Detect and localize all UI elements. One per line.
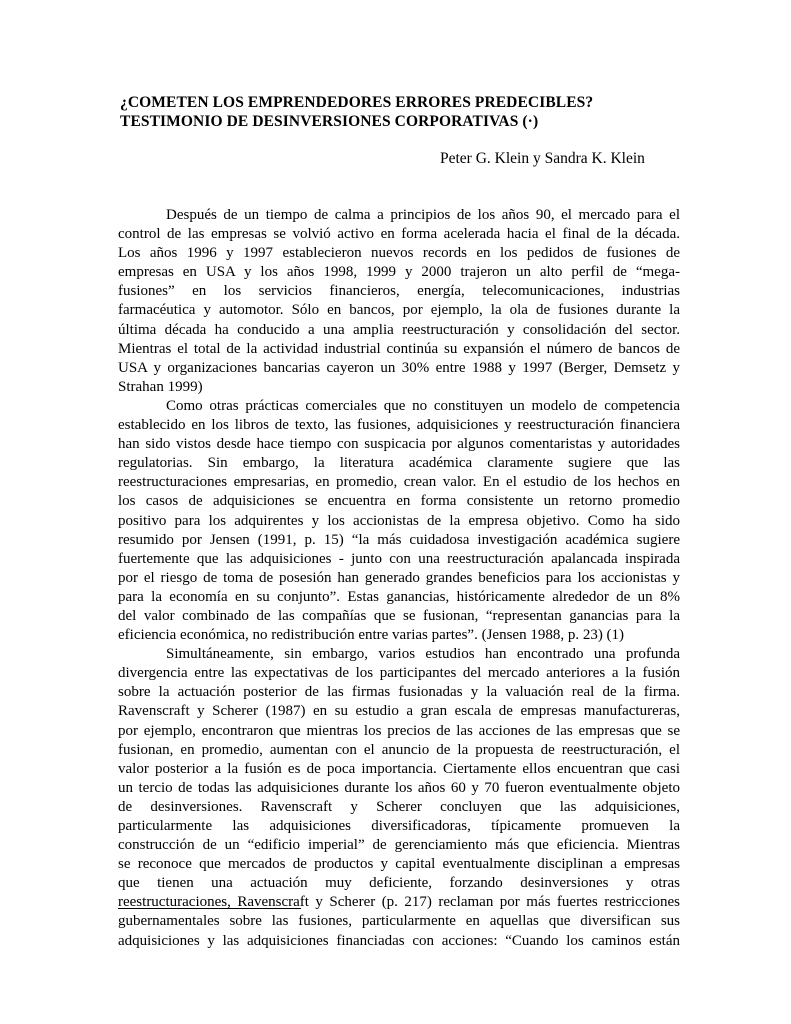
text-line: del valor combinado de las compañías que se fusionan, “representan ganancias para la xyxy=(118,607,680,624)
text-line: reestructuraciones empresarias, en promedio, crean valor. En el estudio de los hechos en xyxy=(118,474,680,491)
text-line: Simultáneamente, sin embargo, varios estudios han encontrado una profunda xyxy=(166,646,680,663)
text-line: Después de un tiempo de calma a principios de los años 90, el mercado para el xyxy=(166,207,680,223)
text-line: adquisiciones y las adquisiciones financiadas con acciones: “Cuando los caminos están xyxy=(118,932,680,949)
paragraph xyxy=(118,397,680,645)
text-line: Strahan 1999) xyxy=(118,378,203,395)
text-line: gubernamentales sobre las fusiones, particularmente en aquellas que diversifican sus xyxy=(118,913,680,930)
text-line: han sido vistos desde hace tiempo con suspicacia por algunos comentaristas y autoridades xyxy=(118,436,680,453)
title-line-2: TESTIMONIO DE DESINVERSIONES CORPORATIVAS (·) xyxy=(120,113,539,130)
text-line: por el riesgo de toma de posesión han generado grandes beneficios para los accionistas y xyxy=(118,569,680,586)
authors: Peter G. Klein y Sandra K. Klein xyxy=(440,150,645,167)
text-line: los casos de adquisiciones se encuentra en forma consistente un retorno promedio xyxy=(118,493,680,510)
text-line: farmacéutica y automotor. Sólo en bancos, por ejemplo, la ola de fusiones durante la xyxy=(118,302,680,319)
document-title xyxy=(120,93,680,131)
text-line: construcción de un “edificio imperial” de gerenciamiento más que eficiencia. Mientras xyxy=(118,837,680,854)
text-line: particularmente las adquisiciones diversificadoras, típicamente promueven la xyxy=(118,818,680,834)
paragraph xyxy=(118,206,680,397)
text-line: positivo para los adquirentes y los accionistas de la empresa objetivo. Como ha sido xyxy=(118,512,680,529)
text-line: Ravenscraft y Scherer (1987) en su estudio a gran escala de empresas manufactureras, xyxy=(118,703,680,720)
text-line: control de las empresas se volvió activo en forma acelerada hacia el final de la década. xyxy=(118,226,680,243)
text-line: Los años 1996 y 1997 establecieron nuevos records en los pedidos de fusiones de xyxy=(118,245,680,262)
text-line: última década ha conducido a una amplia reestructuración y consolidación del sector. xyxy=(118,321,680,338)
text-line: fusiones” en los servicios financieros, energía, telecomunicaciones, industrias xyxy=(118,283,680,300)
document-body xyxy=(118,206,680,951)
text-line: un tercio de todas las adquisiciones durante los años 60 y 70 fueron eventualmente objeto xyxy=(118,779,680,796)
title-line-1: ¿COMETEN LOS EMPRENDEDORES ERRORES PREDECIBLES? xyxy=(120,94,594,111)
text-line: para la economía en su conjunto”. Estas ganancias, históricamente alrededor de un 8% xyxy=(118,588,680,605)
text-line: que tienen una actuación muy deficiente, forzando desinversiones y otras xyxy=(118,875,680,892)
text-line: regulatorias. Sin embargo, la literatura académica claramente sugiere que las xyxy=(118,455,680,472)
text-line: eficiencia económica, no redistribución entre varias partes”. (Jensen 1988, p. 23) (1) xyxy=(118,627,625,644)
text-line: valor posterior a la fusión es de poca importancia. Ciertamente ellos encuentran que casi xyxy=(118,760,680,777)
text-line: sobre la actuación posterior de las firmas fusionadas y la valuación real de la firma. xyxy=(118,684,680,701)
text-line: reestructuraciones, Ravenscraft y Scherer (p. 217) reclaman por más fuertes restricciones xyxy=(118,894,680,911)
text-line: se reconoce que mercados de productos y capital eventualmente disciplinan a empresas xyxy=(118,856,680,873)
text-line: USA y organizaciones bancarias cayeron un 30% entre 1988 y 1997 (Berger, Demsetz y xyxy=(118,359,680,376)
text-line: fuertemente que las adquisiciones - junto con una reestructuración apalancada inspirada xyxy=(118,550,680,567)
text-line: establecido en los libros de texto, las fusiones, adquisiciones y reestructuración financiera xyxy=(118,417,680,434)
text-line: empresas en USA y los años 1998, 1999 y 2000 trajeron un alto perfil de “mega- xyxy=(118,264,680,281)
text-line: por ejemplo, encontraron que mientras los precios de las acciones de las empresas que se xyxy=(118,722,680,739)
text-line: de desinversiones. Ravenscraft y Scherer concluyen que las adquisiciones, xyxy=(118,798,680,815)
text-line: Mientras el total de la actividad industrial continúa su expansión el número de bancos de xyxy=(118,340,680,357)
text-line: divergencia entre las expectativas de los participantes del mercado anteriores a la fusión xyxy=(118,665,680,682)
paragraph xyxy=(118,645,680,951)
text-line: Como otras prácticas comerciales que no constituyen un modelo de competencia xyxy=(166,397,680,414)
text-line: fusionan, en promedio, aumentan con el anuncio de la propuesta de reestructuración, el xyxy=(118,741,680,758)
footnote-separator xyxy=(118,908,301,909)
text-line: resumido por Jensen (1991, p. 15) “la más cuidadosa investigación académica sugiere xyxy=(118,531,680,548)
